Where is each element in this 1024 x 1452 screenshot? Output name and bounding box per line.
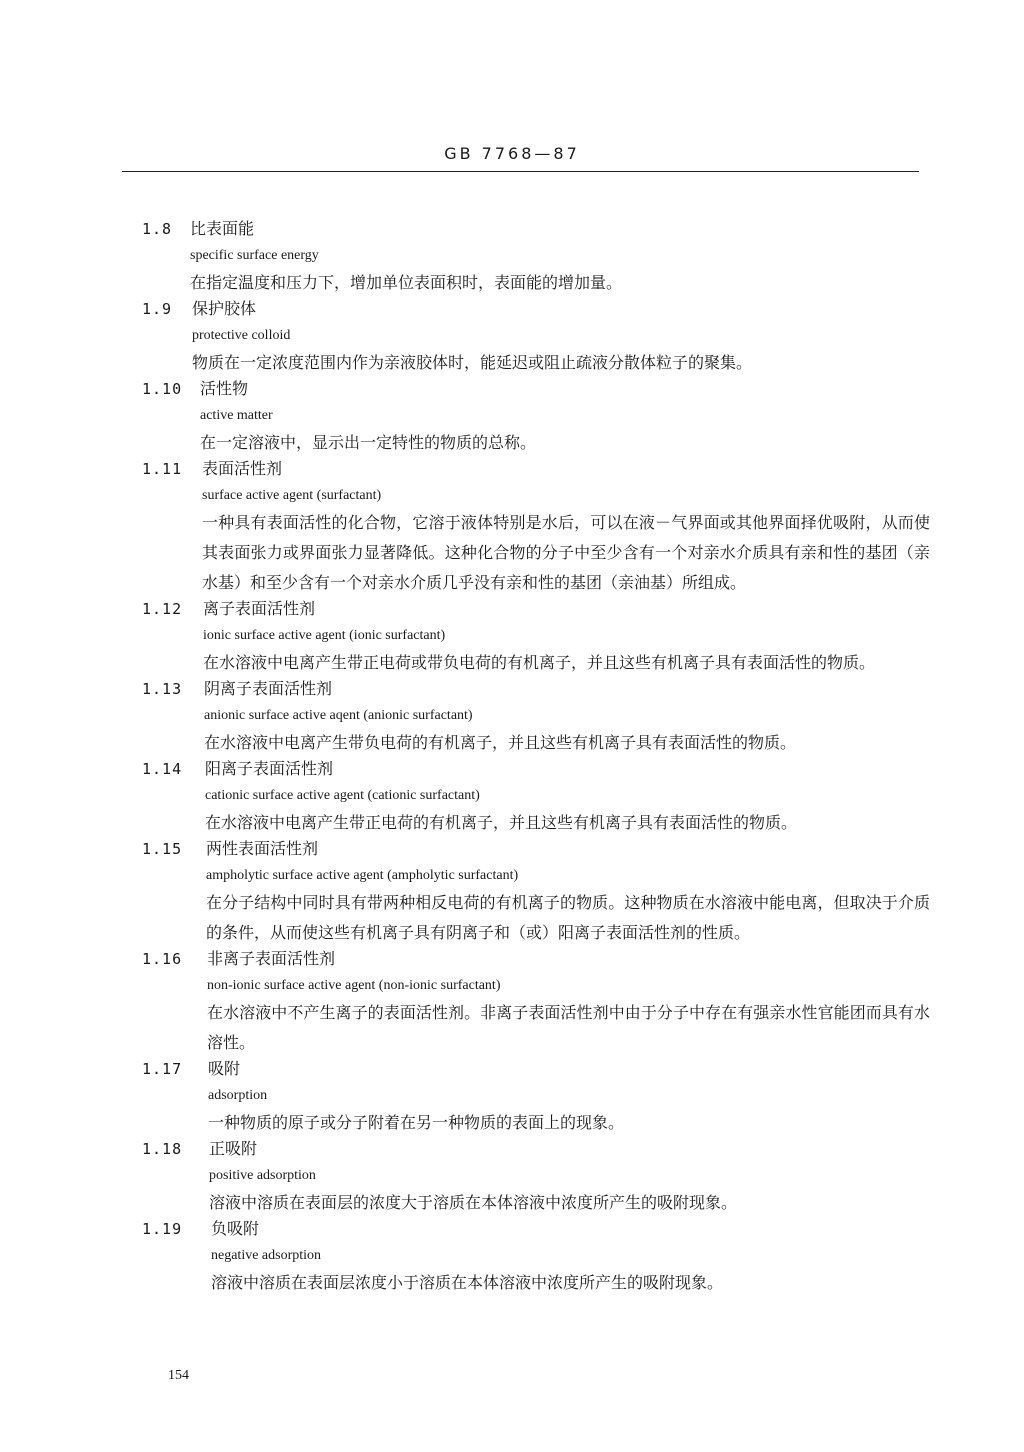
term-definition: 在水溶液中不产生离子的表面活性剂。非离子表面活性剂中由于分子中存在有强亲水性官能团而具有水溶性。 xyxy=(207,1003,930,1052)
term-entry-1-13 xyxy=(0,676,1024,758)
term-chinese: 非离子表面活性剂 xyxy=(207,949,336,968)
term-number: 1.14 xyxy=(142,760,183,778)
term-english: protective colloid xyxy=(192,328,291,343)
term-english: negative adsorption xyxy=(211,1248,322,1263)
term-english: anionic surface active aqent (anionic surfactant) xyxy=(204,708,473,723)
term-english: ionic surface active agent (ionic surfactant) xyxy=(203,628,446,643)
term-entry-1-18 xyxy=(0,1136,1024,1218)
term-definition: 一种具有表面活性的化合物，它溶于液体特别是水后，可以在液－气界面或其他界面择优吸附，从而使其表面张力或界面张力显著降低。这种化合物的分子中至少含有一个对亲水介质具有亲和性的基团（亲水基）和至少含有一个对亲水介质几乎没有亲和性的基团（亲油基）所组成。 xyxy=(202,513,930,592)
term-english: adsorption xyxy=(208,1088,268,1103)
term-chinese: 活性物 xyxy=(200,379,249,398)
term-definition: 在水溶液中电离产生带正电荷的有机离子，并且这些有机离子具有表面活性的物质。 xyxy=(205,813,798,832)
term-chinese: 吸附 xyxy=(208,1059,241,1078)
term-chinese: 表面活性剂 xyxy=(202,459,283,478)
term-chinese: 离子表面活性剂 xyxy=(203,599,316,618)
term-number: 1.17 xyxy=(142,1060,183,1078)
term-entry-1-15 xyxy=(0,836,1024,948)
term-chinese: 阴离子表面活性剂 xyxy=(204,679,333,698)
term-definition: 在一定溶液中，显示出一定特性的物质的总称。 xyxy=(200,433,537,452)
term-number: 1.13 xyxy=(142,680,183,698)
term-number: 1.11 xyxy=(142,460,183,478)
term-definition: 一种物质的原子或分子附着在另一种物质的表面上的现象。 xyxy=(208,1113,625,1132)
term-chinese: 正吸附 xyxy=(209,1139,258,1158)
term-number: 1.18 xyxy=(142,1140,183,1158)
term-chinese: 两性表面活性剂 xyxy=(206,839,319,858)
term-number: 1.12 xyxy=(142,600,183,618)
term-definition: 溶液中溶质在表面层浓度小于溶质在本体溶液中浓度所产生的吸附现象。 xyxy=(211,1273,724,1292)
header-rule xyxy=(122,171,919,172)
term-definition: 在指定温度和压力下，增加单位表面积时，表面能的增加量。 xyxy=(190,273,623,292)
term-number: 1.19 xyxy=(142,1220,183,1238)
term-list xyxy=(0,216,1024,1298)
term-entry-1-16 xyxy=(0,946,1024,1058)
term-entry-1-11 xyxy=(0,456,1024,598)
term-entry-1-10 xyxy=(0,376,1024,458)
term-english: non-ionic surface active agent (non-ionic surfactant) xyxy=(207,978,501,993)
term-english: specific surface energy xyxy=(190,248,319,263)
term-chinese: 比表面能 xyxy=(190,219,255,238)
term-entry-1-8 xyxy=(0,216,1024,298)
term-chinese: 负吸附 xyxy=(211,1219,260,1238)
term-english: cationic surface active agent (cationic surfactant) xyxy=(205,788,480,803)
term-definition: 在水溶液中电离产生带负电荷的有机离子，并且这些有机离子具有表面活性的物质。 xyxy=(204,733,797,752)
term-entry-1-17 xyxy=(0,1056,1024,1138)
term-definition: 溶液中溶质在表面层的浓度大于溶质在本体溶液中浓度所产生的吸附现象。 xyxy=(209,1193,738,1212)
term-english: positive adsorption xyxy=(209,1168,316,1183)
term-definition: 在水溶液中电离产生带正电荷或带负电荷的有机离子，并且这些有机离子具有表面活性的物质。 xyxy=(203,653,876,672)
term-entry-1-12 xyxy=(0,596,1024,678)
document-header: GB 7768—87 xyxy=(444,144,580,163)
term-english: active matter xyxy=(200,408,273,423)
term-english: ampholytic surface active agent (ampholytic surfactant) xyxy=(206,868,519,883)
term-number: 1.9 xyxy=(142,300,173,318)
term-number: 1.10 xyxy=(142,380,183,398)
term-chinese: 阳离子表面活性剂 xyxy=(205,759,334,778)
term-number: 1.8 xyxy=(142,220,173,238)
term-entry-1-14 xyxy=(0,756,1024,838)
term-number: 1.16 xyxy=(142,950,183,968)
term-entry-1-9 xyxy=(0,296,1024,378)
term-chinese: 保护胶体 xyxy=(192,299,257,318)
term-definition: 物质在一定浓度范围内作为亲液胶体时，能延迟或阻止疏液分散体粒子的聚集。 xyxy=(192,353,753,372)
page-number: 154 xyxy=(168,1368,189,1383)
term-english: surface active agent (surfactant) xyxy=(202,488,382,503)
term-number: 1.15 xyxy=(142,840,183,858)
term-definition: 在分子结构中同时具有带两种相反电荷的有机离子的物质。这种物质在水溶液中能电离，但取决于介质的条件，从而使这些有机离子具有阴离子和（或）阳离子表面活性剂的性质。 xyxy=(206,893,930,942)
term-entry-1-19 xyxy=(0,1216,1024,1298)
